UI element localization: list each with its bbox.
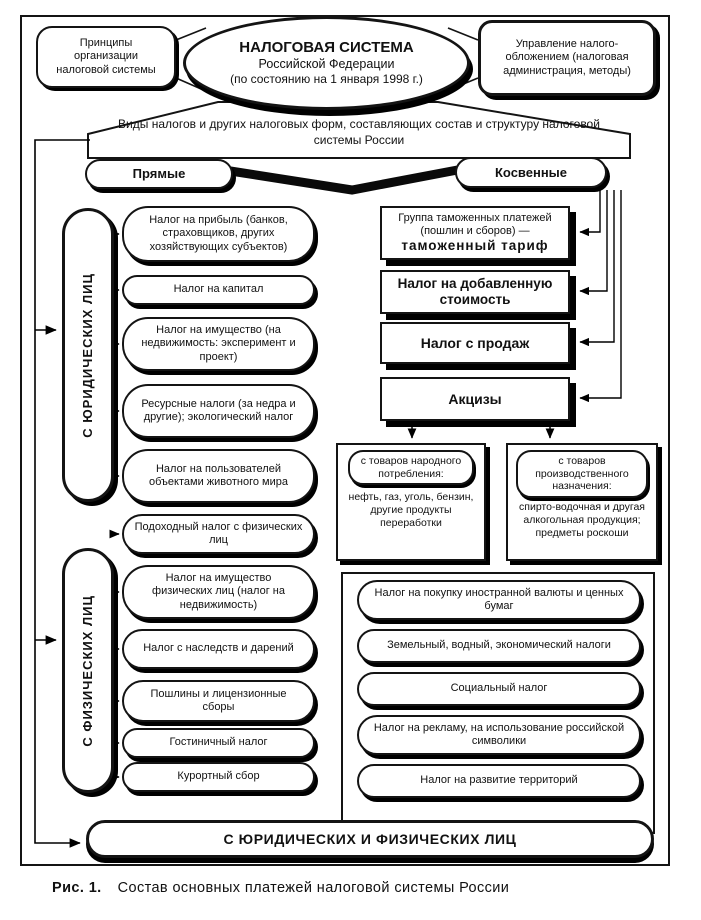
tax-box-currency-purchase-label: Налог на покупку иностранной валюты и ценных бумаг xyxy=(374,586,624,612)
indirect-drop-lines xyxy=(580,190,621,398)
tax-box-capital xyxy=(122,275,315,305)
tax-box-vat-label: Налог на добавленную стоимость xyxy=(397,275,553,307)
tax-box-advertising xyxy=(357,715,641,755)
excise-industrial-body: спирто-водочная и другая алкогольная продукция; предметы роскоши xyxy=(519,500,645,540)
figure-caption-number: Рис. 1. xyxy=(52,880,102,896)
individuals-pill xyxy=(62,548,114,793)
tax-box-sales-label: Налог с продаж xyxy=(420,334,530,351)
tax-box-property-legal xyxy=(122,317,315,371)
tax-box-resort xyxy=(122,762,315,792)
administration-box-label: Управление налого- обложением (налоговая администрация, методы) xyxy=(503,38,631,77)
administration-box xyxy=(478,20,656,96)
tax-box-excise-label: Акцизы xyxy=(448,390,502,407)
branch-direct-label: Прямые xyxy=(132,166,186,182)
diagram-date-note: (по состоянию на 1 января 1998 г.) xyxy=(230,72,423,87)
tax-box-income-label: Подоходный налог с физических лиц xyxy=(134,520,303,546)
title-ellipse xyxy=(183,16,470,110)
tax-box-customs xyxy=(380,206,570,260)
tax-box-social xyxy=(357,672,641,706)
tax-box-resort-label: Курортный сбор xyxy=(177,770,260,783)
branch-v-band xyxy=(224,168,468,190)
tax-box-customs-line1: Группа таможенных платежей (пошлин и сборов) — xyxy=(398,211,552,237)
principles-box-label: Принципы организации налоговой системы xyxy=(56,37,156,76)
tax-box-property-individuals xyxy=(122,565,315,619)
excise-industrial-box xyxy=(506,443,658,561)
figure-caption-text: Состав основных платежей налоговой системы России xyxy=(117,880,510,896)
tax-box-property-individuals-label: Налог на имущество физических лиц (налог на недвижимость) xyxy=(152,572,285,611)
tax-box-currency-purchase xyxy=(357,580,641,620)
branch-indirect-label: Косвенные xyxy=(494,164,568,180)
tax-box-advertising-label: Налог на рекламу, на использование российской символики xyxy=(373,721,625,747)
tax-box-vat xyxy=(380,270,570,314)
tax-box-resources xyxy=(122,384,315,438)
diagram-title: НАЛОГОВАЯ СИСТЕМА xyxy=(239,39,414,57)
branch-indirect-pill xyxy=(455,157,607,188)
diagram-subtitle: Российской Федерации xyxy=(258,57,395,72)
excise-industrial-header: с товаров производственного назначения: xyxy=(516,450,648,498)
legal-pill-arrows xyxy=(114,234,119,476)
tax-box-profit xyxy=(122,206,315,262)
excise-split-arrows xyxy=(412,423,550,438)
tax-box-wildlife xyxy=(122,449,315,503)
legal-entities-pill xyxy=(62,208,114,502)
figure-caption xyxy=(52,880,672,896)
excise-consumer-header: с товаров народного потребления: xyxy=(348,450,474,485)
tax-box-land-water xyxy=(357,629,641,663)
tax-box-resources-label: Ресурсные налоги (за недра и другие); экологический налог xyxy=(141,397,296,423)
legal-and-individuals-bar-label: С ЮРИДИЧЕСКИХ И ФИЗИЧЕСКИХ ЛИЦ xyxy=(223,830,517,847)
legal-entities-label: С ЮРИДИЧЕСКИХ ЛИЦ xyxy=(80,272,96,438)
tax-box-inheritance-label: Налог с наследств и дарений xyxy=(143,642,294,655)
tax-box-territory-development xyxy=(357,764,641,798)
tax-box-wildlife-label: Налог на пользователей объектами животного мира xyxy=(149,462,288,488)
tax-box-duties-label: Пошлины и лицензионные сборы xyxy=(150,687,287,713)
excise-consumer-box xyxy=(336,443,486,561)
tax-box-excise xyxy=(380,377,570,421)
legal-and-individuals-bar xyxy=(86,820,654,858)
tax-box-hotel xyxy=(122,728,315,758)
excise-consumer-body: нефть, газ, уголь, бензин, другие продукты переработки xyxy=(348,491,474,530)
tax-box-customs-line2: таможенный тариф xyxy=(401,238,549,254)
tax-box-sales xyxy=(380,322,570,364)
tax-box-duties xyxy=(122,680,315,722)
individuals-pill-arrows xyxy=(114,534,119,777)
banner-text: Виды налогов и других налоговых форм, составляющих состав и структуру налоговой системы России xyxy=(118,117,600,147)
tax-box-inheritance xyxy=(122,629,315,669)
tax-box-land-water-label: Земельный, водный, экономический налоги xyxy=(387,639,611,652)
tax-box-social-label: Социальный налог xyxy=(450,682,548,695)
tax-box-income xyxy=(122,514,315,554)
principles-box xyxy=(36,26,176,88)
branch-direct-pill xyxy=(85,159,233,189)
tax-box-capital-label: Налог на капитал xyxy=(173,283,264,296)
tax-box-hotel-label: Гостиничный налог xyxy=(169,736,268,749)
individuals-label: С ФИЗИЧЕСКИХ ЛИЦ xyxy=(80,594,96,747)
tax-box-profit-label: Налог на прибыль (банков, страховщиков, других хозяйствующих субъектов) xyxy=(149,214,288,253)
tax-box-property-legal-label: Налог на имущество (на недвижимость: эксперимент и проект) xyxy=(141,324,296,363)
tax-box-territory-development-label: Налог на развитие территорий xyxy=(420,774,578,787)
